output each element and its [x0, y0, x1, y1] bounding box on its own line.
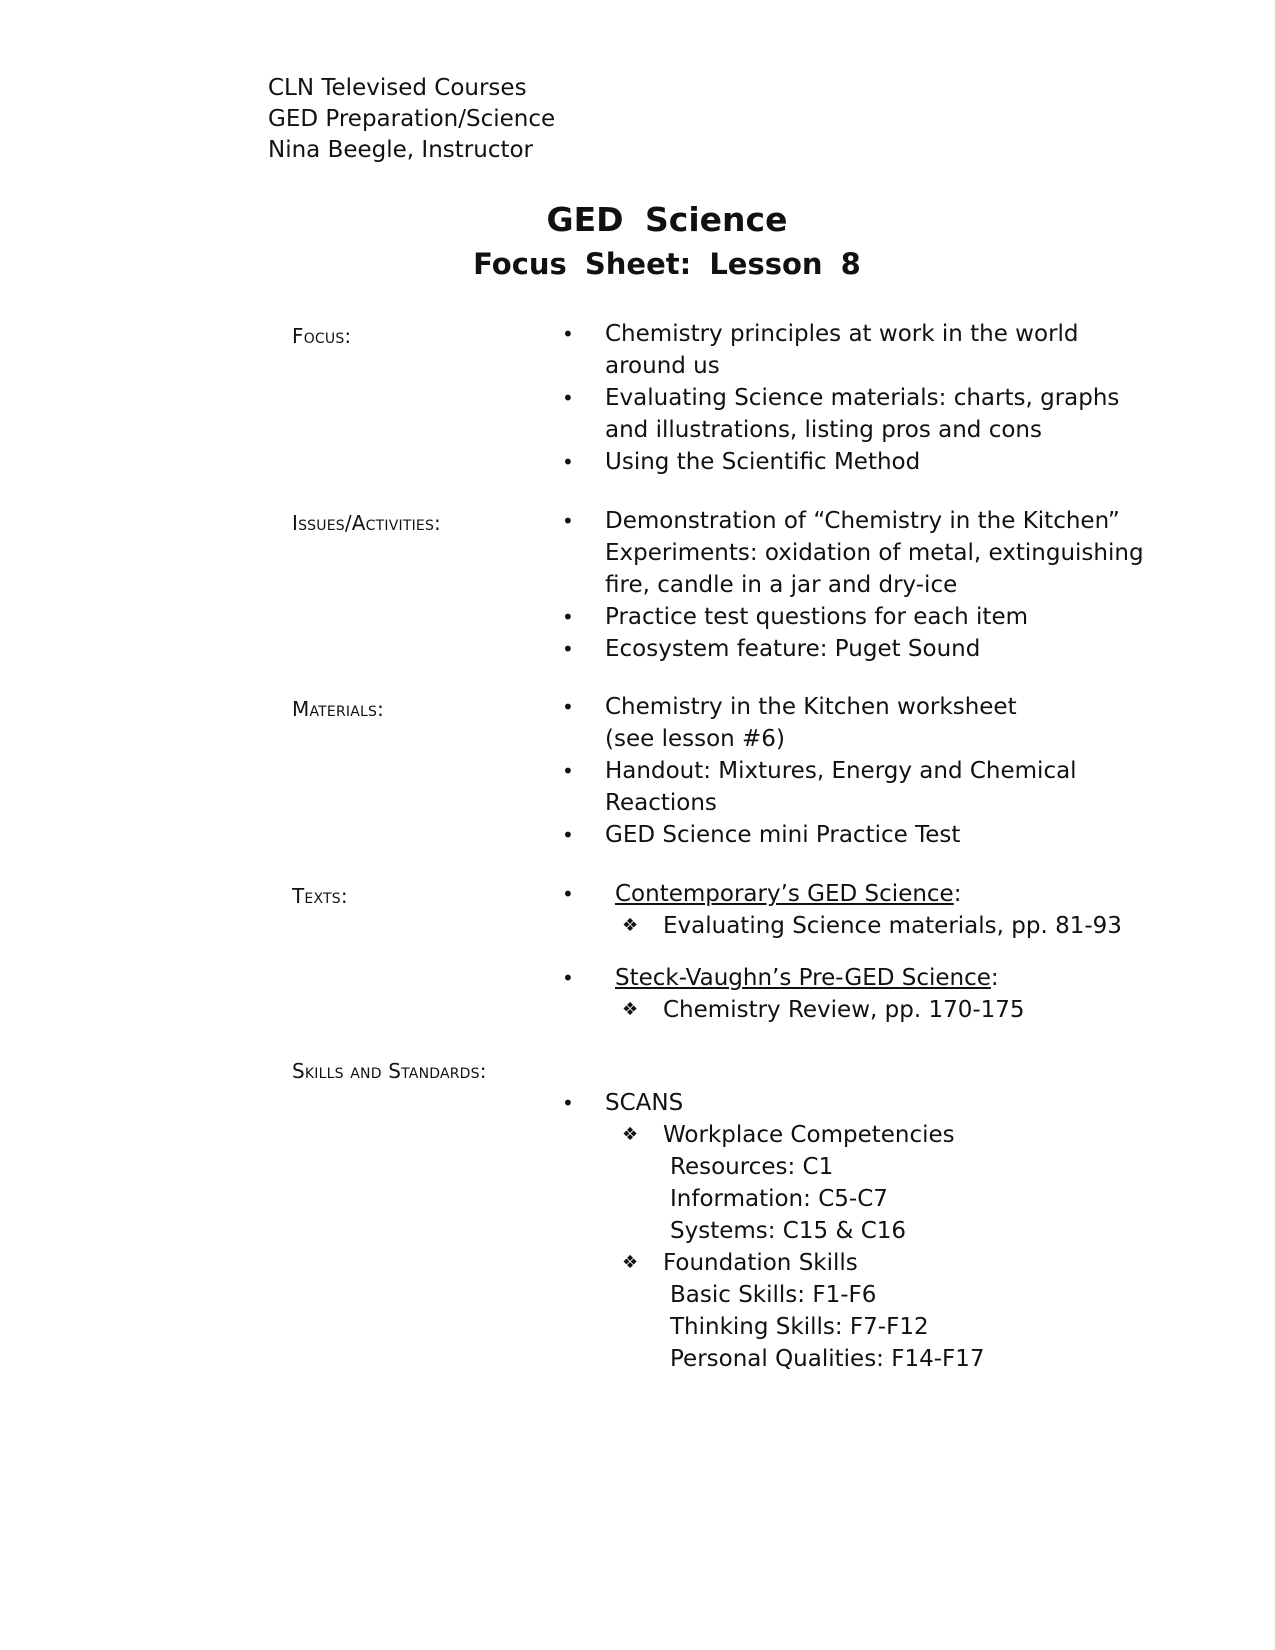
skills-label: Skills and Standards: [292, 1059, 487, 1083]
bullet-icon: • [562, 882, 574, 906]
course-header [268, 73, 555, 166]
list-item-text: Practice test questions for each item [605, 604, 1028, 630]
sub-list-item [560, 994, 1122, 1026]
list-item [560, 505, 1144, 601]
list-item-text: fire, candle in a jar and dry-ice [605, 572, 958, 598]
standard-line: Resources: C1 [670, 1154, 834, 1180]
bullet-icon: • [562, 1091, 574, 1115]
list-item-text [605, 962, 1122, 994]
list-item-text: Using the Scientific Method [605, 449, 921, 475]
standard-line: Information: C5-C7 [670, 1186, 888, 1212]
bullet-icon: • [562, 966, 574, 990]
instructor-name: Nina Beegle, Instructor [268, 137, 534, 163]
sub-list-item [560, 1119, 985, 1151]
list-item-text: SCANS [605, 1090, 684, 1116]
list-item [560, 633, 1144, 665]
issues-list [560, 505, 1144, 665]
standard-line: Systems: C15 & C16 [670, 1218, 907, 1244]
list-item [560, 446, 1119, 478]
sub-list-item-text: Foundation Skills [663, 1250, 858, 1276]
list-item-text: Chemistry in the Kitchen worksheet [605, 694, 1017, 720]
list-item [560, 755, 1077, 819]
bullet-icon: • [562, 695, 574, 719]
sub-list-item [560, 910, 1122, 942]
book-title: Contemporary’s GED Science [615, 881, 954, 907]
list-item [560, 382, 1119, 446]
bullet-icon: • [562, 637, 574, 661]
standard-line: Basic Skills: F1-F6 [670, 1282, 877, 1308]
bullet-icon: • [562, 823, 574, 847]
list-item [560, 691, 1077, 755]
list-item-text: Evaluating Science materials: charts, graphs [605, 385, 1120, 411]
list-item-text: GED Science mini Practice Test [605, 822, 961, 848]
standard-line: Thinking Skills: F7-F12 [670, 1314, 929, 1340]
texts-list [560, 878, 1122, 1026]
list-item-text: Demonstration of “Chemistry in the Kitchen” [605, 508, 1120, 534]
sub-list-item-text: Workplace Competencies [663, 1122, 955, 1148]
skills-list [560, 1087, 985, 1375]
issues-label: Issues/Activities: [292, 511, 441, 535]
sub-list-item [560, 1247, 985, 1279]
list-item [560, 819, 1077, 851]
course-name: CLN Televised Courses [268, 75, 527, 101]
list-item-text: Ecosystem feature: Puget Sound [605, 636, 981, 662]
list-item [560, 601, 1144, 633]
book-title-suffix: : [953, 881, 962, 907]
materials-label: Materials: [292, 697, 385, 721]
list-item [560, 878, 1122, 910]
list-item [560, 962, 1122, 994]
focus-label: Focus: [292, 324, 352, 348]
page-subtitle: Focus Sheet: Lesson 8 [473, 247, 861, 281]
list-item-text: Handout: Mixtures, Energy and Chemical [605, 758, 1077, 784]
book-title-suffix: : [990, 965, 999, 991]
list-item-text [605, 878, 1122, 910]
list-item [560, 318, 1119, 382]
texts-label: Texts: [292, 884, 348, 908]
standard-line: Personal Qualities: F14-F17 [670, 1346, 985, 1372]
bullet-icon: • [562, 386, 574, 410]
page-title: GED Science [546, 200, 788, 239]
list-item-text: around us [605, 353, 720, 379]
diamond-bullet-icon: ❖ [622, 999, 639, 1020]
sub-list-item-text: Evaluating Science materials, pp. 81-93 [663, 913, 1122, 939]
list-item-text: Experiments: oxidation of metal, extinguishing [605, 540, 1144, 566]
materials-list [560, 691, 1077, 851]
list-item [560, 1087, 985, 1119]
list-item-text: (see lesson #6) [605, 726, 785, 752]
book-title: Steck-Vaughn’s Pre-GED Science [615, 965, 991, 991]
diamond-bullet-icon: ❖ [622, 915, 639, 936]
list-item-text: Reactions [605, 790, 717, 816]
bullet-icon: • [562, 509, 574, 533]
sub-list-item-text: Chemistry Review, pp. 170-175 [663, 997, 1025, 1023]
list-item-text: Chemistry principles at work in the world [605, 321, 1079, 347]
bullet-icon: • [562, 605, 574, 629]
bullet-icon: • [562, 759, 574, 783]
diamond-bullet-icon: ❖ [622, 1124, 639, 1145]
focus-list [560, 318, 1119, 478]
bullet-icon: • [562, 322, 574, 346]
bullet-icon: • [562, 450, 574, 474]
diamond-bullet-icon: ❖ [622, 1252, 639, 1273]
list-item-text: and illustrations, listing pros and cons [605, 417, 1042, 443]
course-subject: GED Preparation/Science [268, 106, 556, 132]
